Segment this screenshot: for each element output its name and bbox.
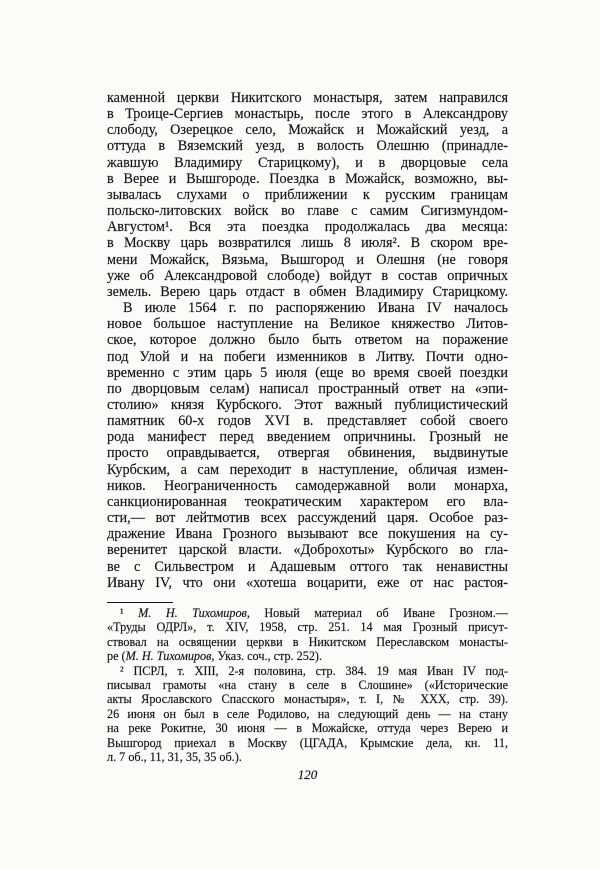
body-line: Августом¹. Вся эта поездка продолжалась два месяца: [107,219,508,236]
body-line: по дворцовым селам) написал пространный ответ на «эпи- [107,380,508,397]
footnote-line: писывал грамоты «на стану в селе в Слошине» («Исторические [107,677,508,692]
body-line: в Верее и Вышгороде. Поездка в Можайск, возможно, вы- [107,170,508,187]
body-line: под Улой и на побеги изменников в Литву. Почти одно- [107,348,508,365]
footnote-line: 26 июня он был в селе Родилово, на следующий день — на стану [107,706,508,721]
body-line: ников. Неограниченность самодержавной воли монарха, [107,477,508,494]
footnote-text: ре ( [107,649,126,664]
body-line: мени Можайск, Вязьма, Вышгород и Олешня (не говоря [107,251,508,268]
body-line: Ивану IV, что они «хотеша воцарити, еже от нас растоя- [107,574,508,591]
footnote-line: ствовал на освящении церкви в Никитском Переславском монасты- [107,634,508,649]
body-line: ское, которое должно было быть ответом на поражение [107,332,508,349]
footnote-line: Вышгород приехал в Москву (ЦГАДА, Крымские дела, кн. 11, [107,735,508,750]
body-line: столию» князя Курбского. Этот важный публицистический [107,396,508,413]
main-text [107,90,508,591]
body-line: новое большое наступление на Великое княжество Литов- [107,316,508,333]
body-line: каменной церкви Никитского монастыря, затем направился [107,90,508,106]
footnote-author: М. Н. Тихомиров, [125,649,215,664]
footnote-line [107,606,508,620]
footnote-line: «Труды ОДРЛ», т. XIV, 1958, стр. 251. 14 мая Грозный присут- [107,620,508,635]
footnote-marker: ¹ [120,606,124,620]
page-number: 120 [297,767,318,782]
footnote-text: Указ. соч., стр. 252). [214,649,323,664]
footnote-marker: ² [120,663,124,678]
footnote-1 [107,606,508,664]
body-line: В июле 1564 г. по распоряжению Ивана IV началось [123,300,508,317]
body-line: в Москву царь возвратился лишь 8 июля². В скором вре- [107,235,508,252]
body-line: уже об Александровой слободе) войдут в состав опричных [107,267,508,284]
body-line: просто оправдывается, отвергая обвинения, выдвинутые [107,445,508,462]
footnote-text: ПСРЛ, т. XIII, 2-я половина, стр. 384. 19 мая Иван IV под- [133,663,509,678]
footnote-line: л. 7 об., 11, 31, 35, 35 об.). [107,749,242,764]
body-line: памятник 60-х годов XVI в. представляет собой своего [107,413,508,430]
body-line: дражение Ивана Грозного вызывают все покушения на су- [107,526,508,543]
paragraph-2 [107,300,508,591]
body-line: земель. Верею царь отдаст в обмен Владимиру Старицкому. [107,283,508,300]
footnote-2 [107,664,508,765]
body-line: рода манифест перед введением опричнины. Грозный не [107,429,508,446]
footnote-line: акты Ярославского Спасского монастыря», т. I, № XXX, стр. 39). [107,692,508,707]
footnote-line: на реке Рокитне, 30 июня — в Можайске, оттуда через Верею и [107,721,508,736]
body-line: веренитет царской власти. «Доброхоты» Курбского во гла- [107,542,508,559]
body-line: Курбским, а сам переходит в наступление, обличая измен- [107,461,508,478]
footnotes [107,606,508,764]
footnote-text: Новый материал об Иване Грозном.— [249,606,508,620]
body-line: слободу, Озерецкое село, Можайск и Можайский уезд, а [107,122,508,139]
body-line: зывалась слухами о приближении к русским границам [107,186,508,203]
body-line: польско-литовских войск во главе с самим Сигизмундом- [107,203,508,220]
body-line: жавшую Владимиру Старицкому), и в дворцовые села [107,154,508,171]
body-line: в Троице-Сергиев монастырь, после этого в Александрову [107,106,508,123]
body-line: сти,— вот лейтмотив всех рассуждений царя. Особое раз- [107,510,508,527]
footnote-author: М. Н. Тихомиров, [138,606,250,620]
body-line: оттуда в Вяземский уезд, в волость Олешню (принадле- [107,138,508,155]
footnote-separator [107,602,173,603]
footnote-line [107,664,508,678]
footnote-line [107,649,508,663]
body-line: санкционированная теократическим характером его вла- [107,493,508,510]
body-line: временно с этим царь 5 июля (еще во время своей поездки [107,364,508,381]
paragraph-1 [107,90,508,300]
body-line: ве с Сильвестром и Адашевым оттого так ненавистны [107,558,508,575]
